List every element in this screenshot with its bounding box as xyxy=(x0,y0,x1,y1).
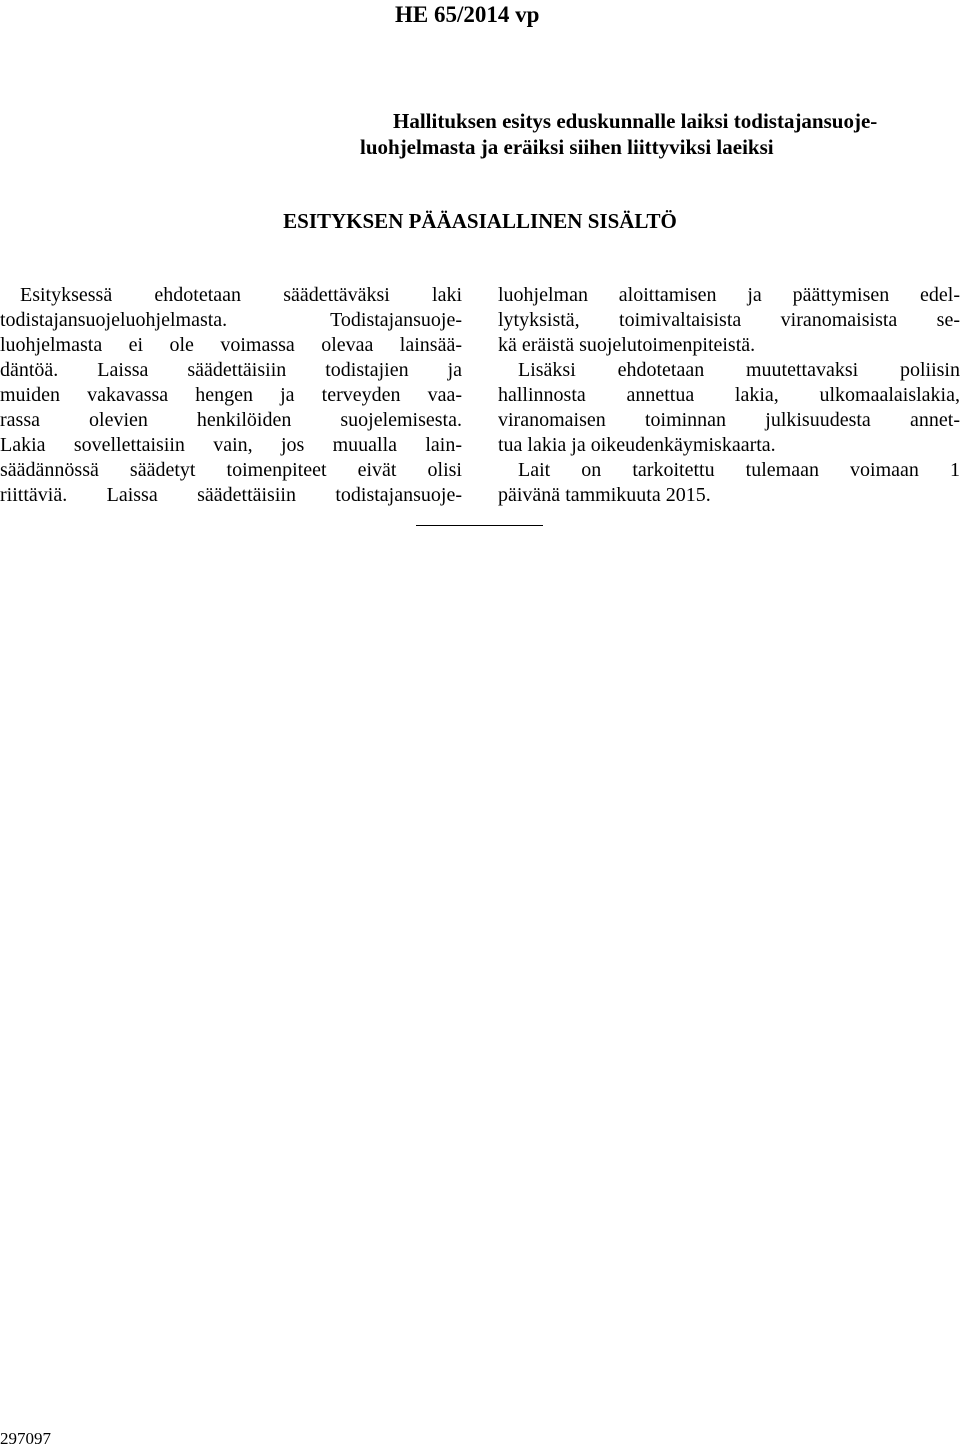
right-line: tua lakia ja oikeudenkäymiskaarta. xyxy=(498,434,776,456)
right-line: lytyksistä, toimivaltaisista viranomaisista se- xyxy=(498,309,960,331)
right-line: hallinnosta annettua lakia, ulkomaalaislakia, xyxy=(498,384,960,406)
left-line: riittäviä. Laissa säädettäisiin todistajansuoje- xyxy=(0,484,462,506)
section-heading: ESITYKSEN PÄÄASIALLINEN SISÄLTÖ xyxy=(283,209,677,233)
left-line: muiden vakavassa hengen ja terveyden vaa- xyxy=(0,384,462,406)
title-line-1: Hallituksen esitys eduskunnalle laiksi todistajansuoje- xyxy=(393,109,878,133)
left-line: Lakia sovellettaisiin vain, jos muualla lain- xyxy=(0,434,462,456)
right-line: Lisäksi ehdotetaan muutettavaksi poliisin xyxy=(518,359,960,381)
left-line: säädännössä säädetyt toimenpiteet eivät olisi xyxy=(0,459,462,481)
document-title xyxy=(360,108,959,160)
left-line: rassa olevien henkilöiden suojelemisesta. xyxy=(0,409,462,431)
right-line: luohjelman aloittamisen ja päättymisen edel- xyxy=(498,284,960,306)
left-line: todistajansuojeluohjelmasta. Todistajansuoje- xyxy=(0,309,462,331)
right-line: viranomaisen toiminnan julkisuudesta annet- xyxy=(498,409,960,431)
right-line: kä eräistä suojelutoimenpiteistä. xyxy=(498,334,756,356)
right-line: Lait on tarkoitettu tulemaan voimaan 1 xyxy=(518,459,960,481)
separator-rule xyxy=(416,525,543,526)
title-line-2: luohjelmasta ja eräiksi siihen liittyviksi laeiksi xyxy=(360,135,774,159)
right-column xyxy=(498,283,960,508)
right-line: päivänä tammikuuta 2015. xyxy=(498,484,711,506)
left-column xyxy=(0,283,462,508)
left-line: däntöä. Laissa säädettäisiin todistajien ja xyxy=(0,359,462,381)
left-line: luohjelmasta ei ole voimassa olevaa lainsää- xyxy=(0,334,462,356)
page-code: 297097 xyxy=(0,1429,51,1448)
document-id: HE 65/2014 vp xyxy=(395,2,540,27)
left-line: Esityksessä ehdotetaan säädettäväksi laki xyxy=(20,284,462,306)
